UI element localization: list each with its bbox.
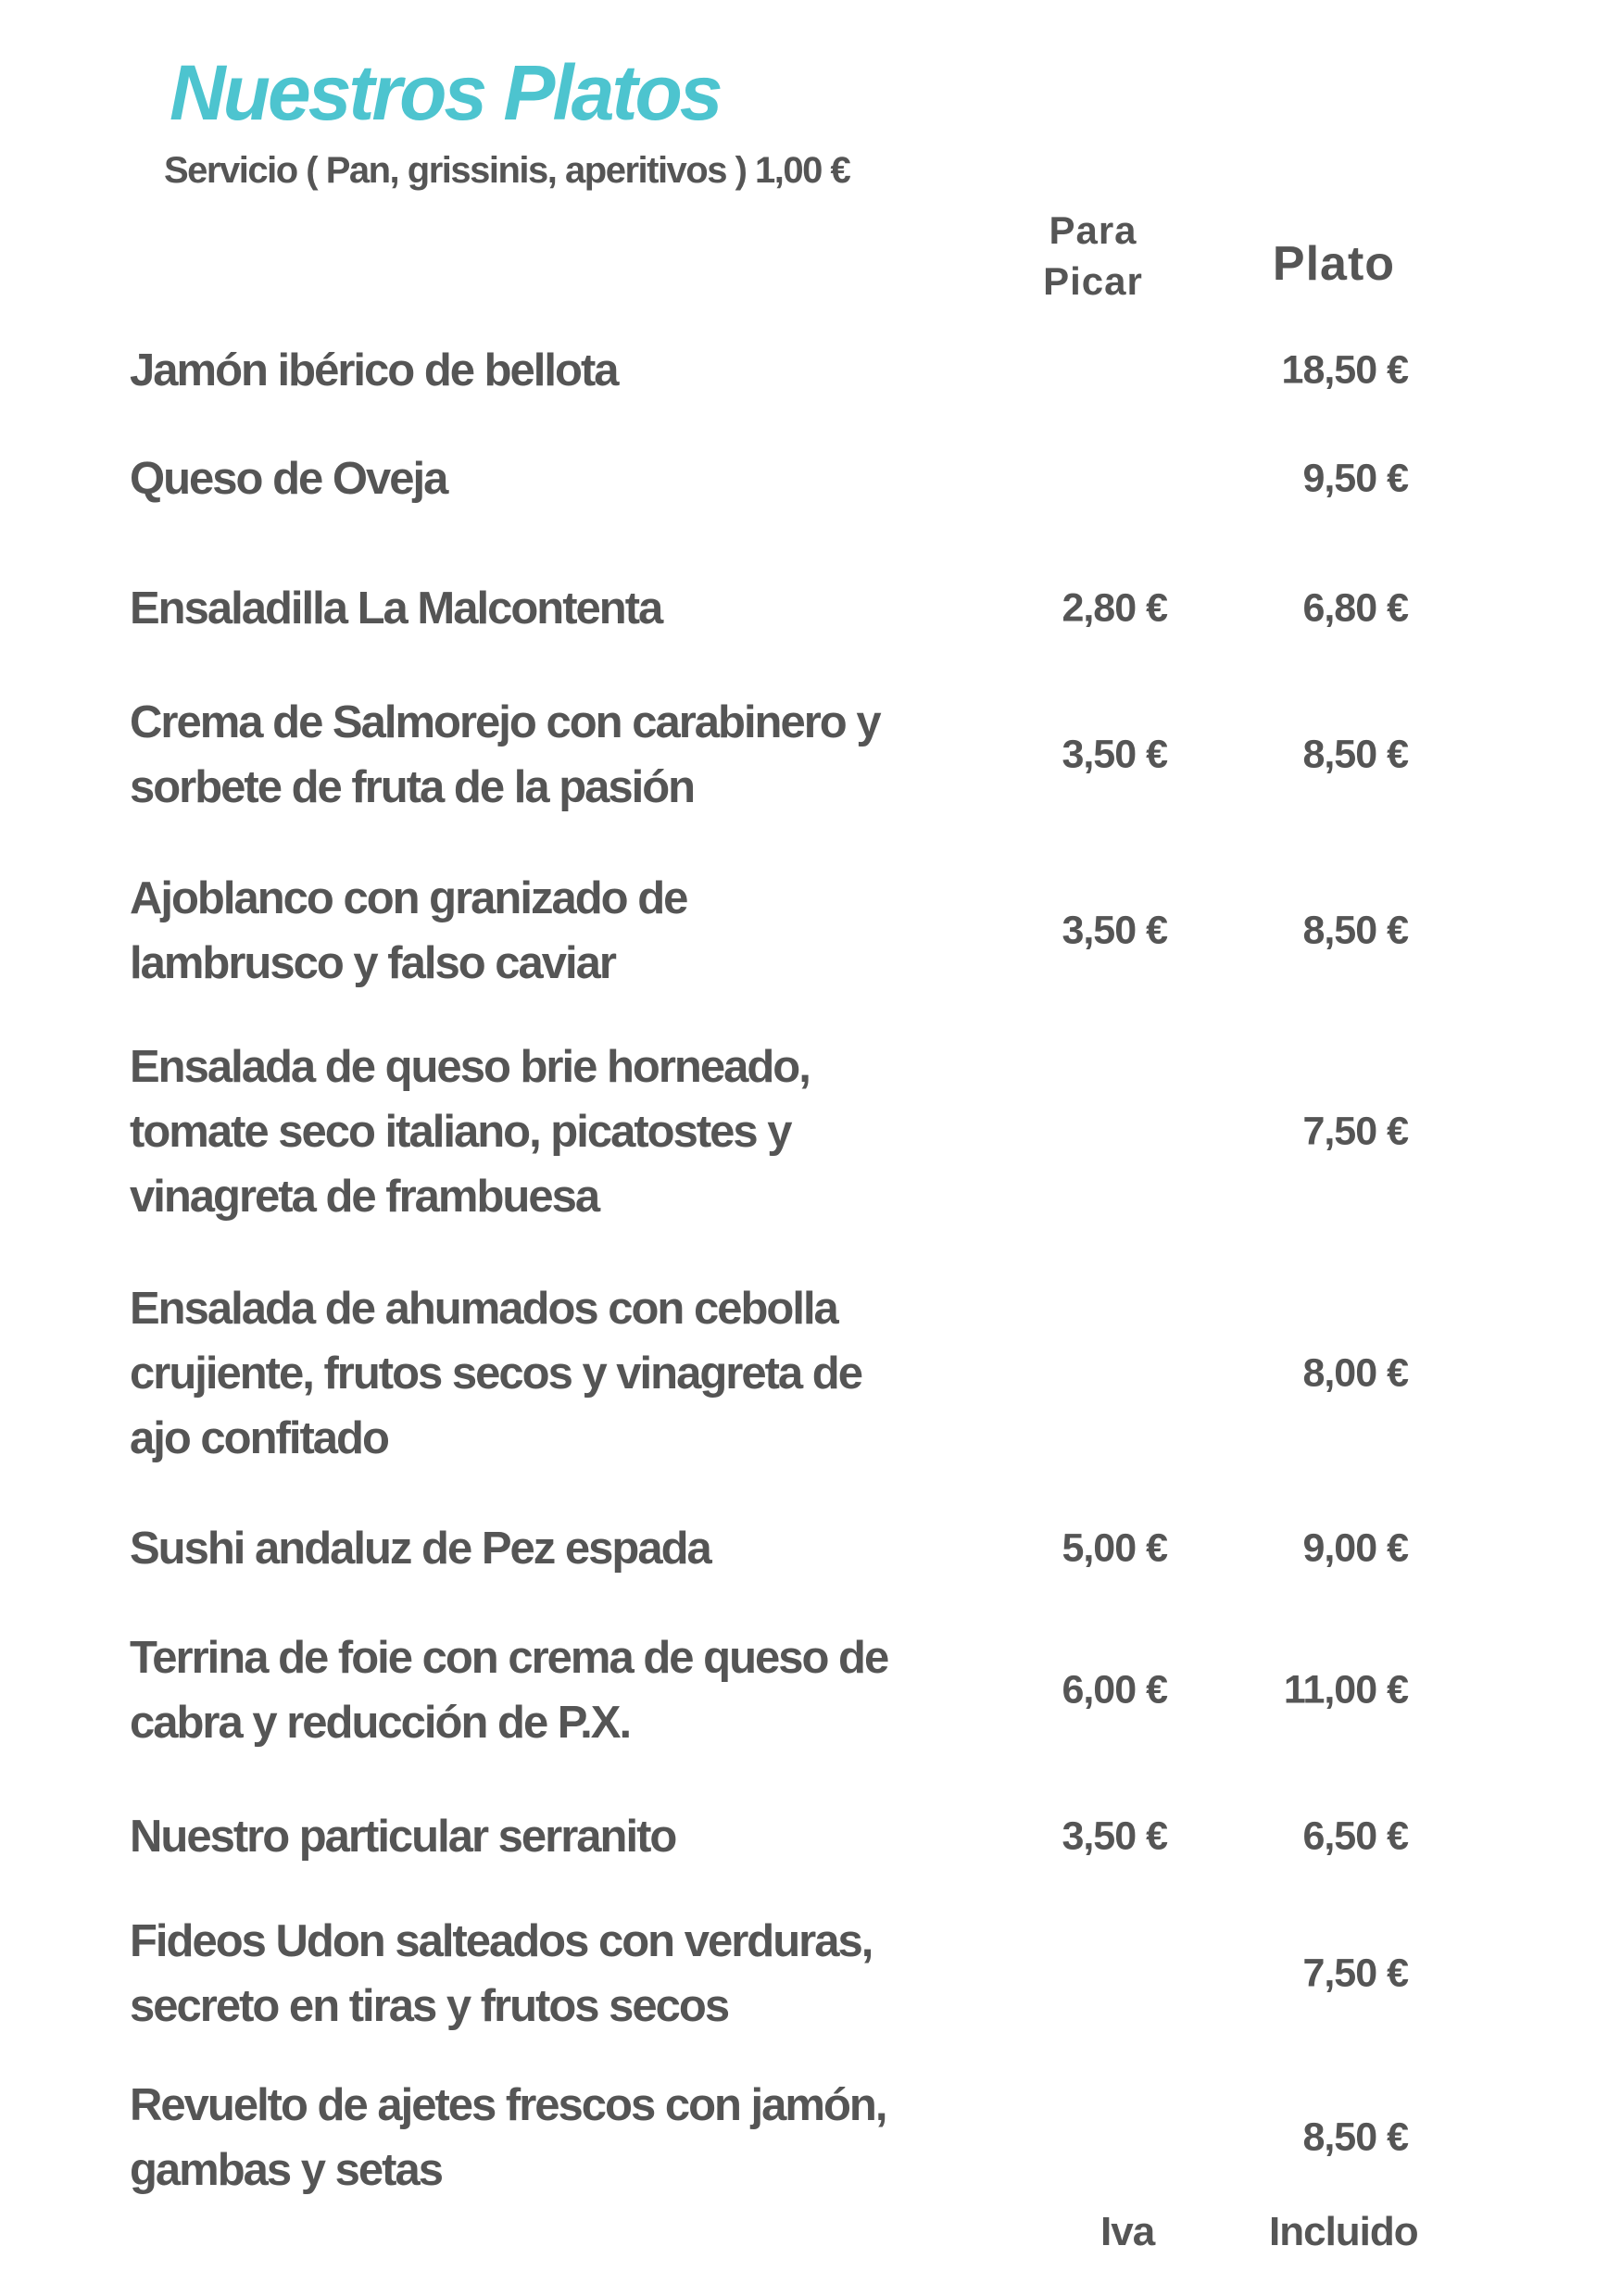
dish-name: Crema de Salmorejo con carabinero y sorbete de fruta de la pasión xyxy=(130,696,880,812)
dish-name: Revuelto de ajetes frescos con jamón, gambas y setas xyxy=(130,2079,886,2195)
price-para-picar: 2,80 € xyxy=(1062,585,1167,631)
price-para-picar: 5,00 € xyxy=(1062,1525,1167,1571)
column-header-para-picar: Para Picar xyxy=(1043,208,1143,303)
price-plato: 8,00 € xyxy=(1302,1350,1408,1396)
price-plato: 11,00 € xyxy=(1283,1667,1408,1712)
price-plato: 6,80 € xyxy=(1302,585,1408,631)
price-plato: 8,50 € xyxy=(1302,732,1408,776)
footer-iva: Iva xyxy=(1100,2209,1155,2254)
price-para-picar: 6,00 € xyxy=(1062,1667,1167,1712)
price-plato: 18,50 € xyxy=(1281,347,1408,393)
dish-row xyxy=(0,2070,1621,2204)
price-para-picar: 3,50 € xyxy=(1062,1813,1167,1859)
dish-name: Queso de Oveja xyxy=(130,454,447,504)
price-para-picar: 3,50 € xyxy=(1062,732,1167,776)
dish-row xyxy=(0,1623,1621,1757)
dish-name: Nuestro particular serranito xyxy=(130,1812,676,1862)
dish-name: Ajoblanco con granizado de lambrusco y falso caviar xyxy=(130,872,687,988)
price-plato: 7,50 € xyxy=(1302,1951,1408,1995)
dish-name: Sushi andaluz de Pez espada xyxy=(130,1524,710,1574)
dish-name: Ensalada de ahumados con cebolla crujiente, frutos secos y vinagreta de ajo confitado xyxy=(130,1284,861,1463)
price-plato: 6,50 € xyxy=(1302,1813,1408,1859)
dish-row xyxy=(0,863,1621,997)
dish-row xyxy=(0,687,1621,822)
dish-row xyxy=(0,442,1621,516)
dish-row xyxy=(0,1276,1621,1471)
dish-name: Ensalada de queso brie horneado, tomate seco italiano, picatostes y vinagreta de frambuesa xyxy=(130,1042,810,1222)
price-para-picar: 3,50 € xyxy=(1062,908,1167,952)
dish-row xyxy=(0,333,1621,408)
price-plato: 8,50 € xyxy=(1302,2114,1408,2159)
column-header-plato: Plato xyxy=(1272,237,1396,291)
price-plato: 7,50 € xyxy=(1302,1109,1408,1154)
dish-row xyxy=(0,1800,1621,1874)
price-plato: 9,00 € xyxy=(1302,1525,1408,1571)
dish-row xyxy=(0,1906,1621,2040)
dish-name: Ensaladilla La Malcontenta xyxy=(130,583,662,634)
footer-incluido: Incluido xyxy=(1269,2209,1418,2254)
price-plato: 9,50 € xyxy=(1302,456,1408,501)
dish-row xyxy=(0,571,1621,646)
dish-name: Jamón ibérico de bellota xyxy=(130,345,618,395)
dish-name: Terrina de foie con crema de queso de cabra y reducción de P.X. xyxy=(130,1632,888,1748)
page-title: Nuestros Platos xyxy=(170,49,721,136)
dish-row xyxy=(0,1035,1621,1229)
dish-name: Fideos Udon salteados con verduras, secreto en tiras y frutos secos xyxy=(130,1915,873,2031)
dish-row xyxy=(0,1512,1621,1586)
price-plato: 8,50 € xyxy=(1302,908,1408,952)
service-charge-note: Servicio ( Pan, grissinis, aperitivos ) 1,00 € xyxy=(164,150,850,191)
